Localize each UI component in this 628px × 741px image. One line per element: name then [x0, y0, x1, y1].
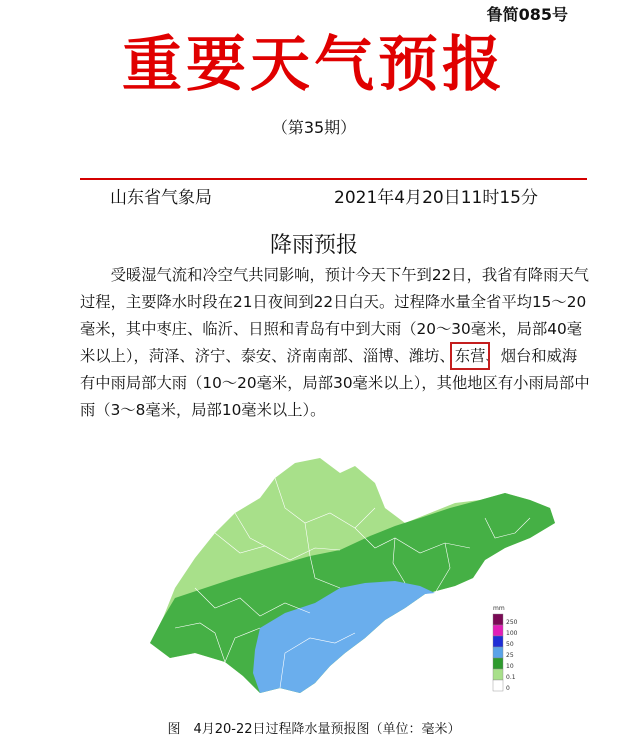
- legend-label: 0.1: [506, 674, 516, 681]
- paragraph-part-2: 、烟台和威海有中雨局部大雨（10～20毫米，局部30毫米以上），其他地区有小雨局部中雨（3～8毫米，局部10毫米以上）。: [80, 347, 590, 419]
- section-title: 降雨预报: [269, 233, 358, 258]
- highlighted-city: 东营: [454, 347, 486, 365]
- paragraph-part-1: 受暖湿气流和冷空气共同影响，预计今天下午到22日，我省有降雨天气过程，主要降水时段在21日夜间到22日白天。过程降水量全省平均15～20毫米，其中枣庄、临沂、日照和青岛有中到大雨（20～30毫米，局部40毫米以上），菏泽、济宁、泰安、济南南部、淄博、潍坊、: [80, 266, 589, 365]
- legend-swatch: [493, 680, 503, 691]
- legend-swatch: [493, 625, 503, 636]
- figure-caption: 图 4月20-22日过程降水量预报图（单位：毫米）: [167, 722, 461, 737]
- legend-swatches: [493, 614, 503, 691]
- legend-label: 100: [506, 630, 518, 637]
- masthead-title: 重要天气预报: [122, 30, 506, 100]
- legend-label: 0: [506, 685, 510, 692]
- forecast-paragraph: [80, 262, 590, 424]
- legend-label: 10: [506, 663, 514, 670]
- legend-swatch: [493, 614, 503, 625]
- issue-number: （第35期）: [271, 118, 357, 137]
- header-divider: [80, 178, 587, 180]
- issue-datetime: 2021年4月20日11时15分: [334, 188, 538, 208]
- doc-number: 鲁简085号: [486, 5, 568, 24]
- legend-label: 50: [506, 641, 514, 648]
- legend-label: 250: [506, 619, 518, 626]
- legend-labels: [506, 619, 518, 692]
- precipitation-map: [75, 438, 585, 698]
- issuing-organization: 山东省气象局: [110, 188, 212, 208]
- map-legend: [493, 605, 518, 692]
- legend-swatch: [493, 636, 503, 647]
- legend-unit: mm: [493, 605, 505, 612]
- legend-label: 25: [506, 652, 514, 659]
- legend-swatch: [493, 647, 503, 658]
- legend-swatch: [493, 669, 503, 680]
- legend-swatch: [493, 658, 503, 669]
